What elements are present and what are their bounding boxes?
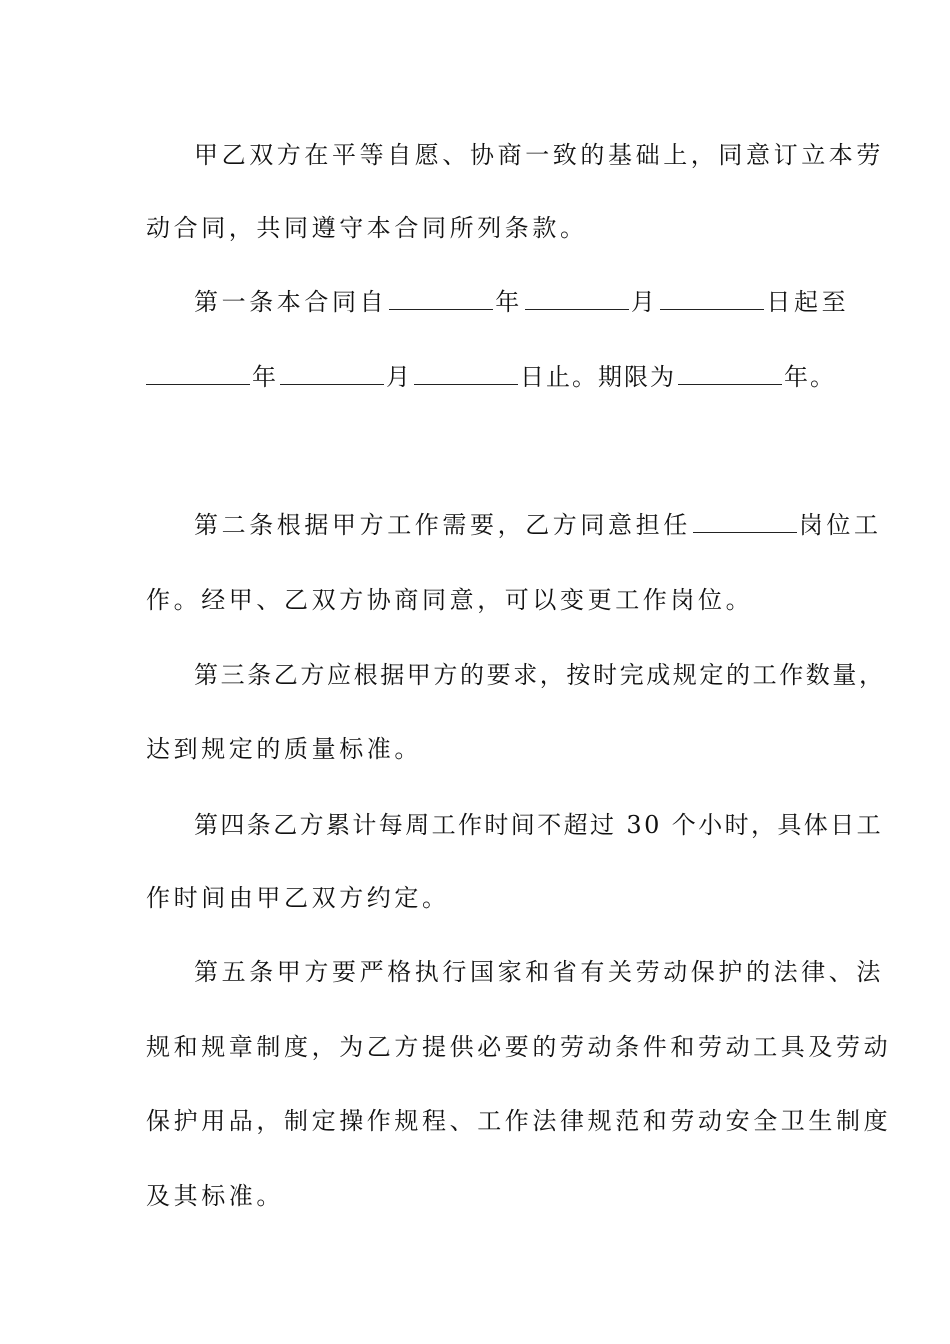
- article-3-line-2: 达到规定的质量标准。: [146, 735, 422, 763]
- start-year-blank[interactable]: [389, 287, 493, 310]
- article-2-text-a: 第二条根据甲方工作需要，乙方同意担任: [194, 511, 691, 539]
- article-1-text-b: 年: [495, 288, 523, 316]
- article-1-line-1: [194, 287, 850, 317]
- article-5-line-2: 规和规章制度，为乙方提供必要的劳动条件和劳动工具及劳动: [146, 1033, 892, 1061]
- article-5-line-3: 保护用品，制定操作规程、工作法律规范和劳动安全卫生制度: [146, 1107, 892, 1135]
- article-1-text-g: 日止。期限为: [520, 363, 676, 391]
- article-1-text-h: 年。: [784, 363, 836, 391]
- end-year-blank[interactable]: [146, 362, 250, 385]
- article-2-text-b: 岗位工: [798, 511, 882, 539]
- article-2-line-1: [194, 510, 882, 540]
- paragraph-1-line-1: 甲乙双方在平等自愿、协商一致的基础上，同意订立本劳: [194, 141, 884, 169]
- article-5-line-4: 及其标准。: [146, 1182, 284, 1210]
- article-1-line-2: [146, 362, 836, 392]
- article-4-line-2: 作时间由甲乙双方约定。: [146, 884, 450, 912]
- article-3-line-1: 第三条乙方应根据甲方的要求，按时完成规定的工作数量，: [194, 661, 886, 689]
- article-1-text-c: 月: [630, 288, 659, 316]
- article-1-text-d: 日起至: [766, 288, 850, 316]
- term-years-blank[interactable]: [678, 362, 782, 385]
- article-5-line-1: 第五条甲方要严格执行国家和省有关劳动保护的法律、法: [194, 958, 884, 986]
- article-4-line-1: 第四条乙方累计每周工作时间不超过 30 个小时，具体日工: [194, 811, 883, 839]
- start-day-blank[interactable]: [660, 287, 764, 310]
- article-2-line-2: 作。经甲、乙双方协商同意，可以变更工作岗位。: [146, 586, 754, 614]
- article-1-text-f: 月: [386, 363, 412, 391]
- end-month-blank[interactable]: [280, 362, 384, 385]
- article-1-text-a: 第一条本合同自: [194, 288, 388, 316]
- start-month-blank[interactable]: [525, 287, 629, 310]
- paragraph-1-line-2: 动合同，共同遵守本合同所列条款。: [146, 214, 588, 242]
- position-blank[interactable]: [693, 510, 797, 533]
- article-1-text-e: 年: [252, 363, 278, 391]
- end-day-blank[interactable]: [414, 362, 518, 385]
